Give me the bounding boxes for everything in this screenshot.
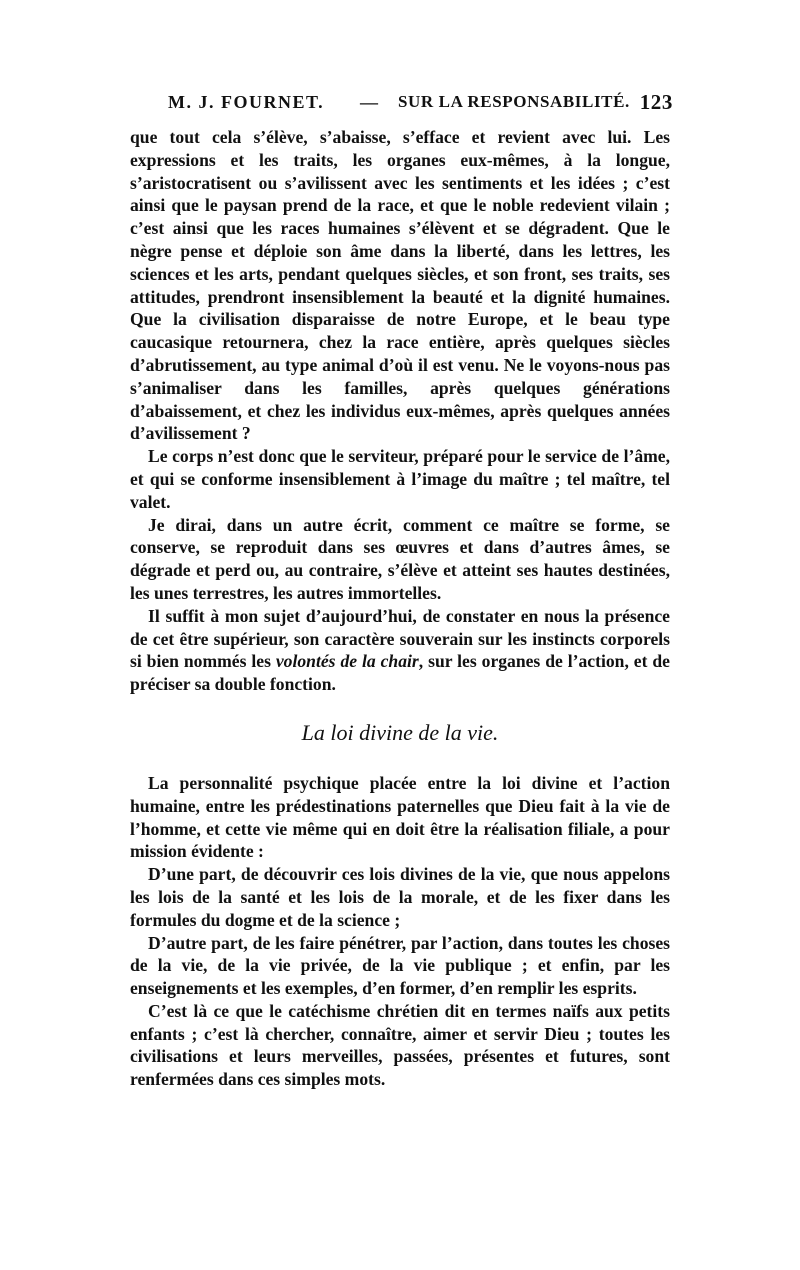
running-head-dash: — — [360, 92, 379, 112]
paragraph-continuation: que tout cela s’élève, s’abaisse, s’efface et revient avec lui. Les expressions et les traits, les organes eux-mêmes, à la longue, s’aristocratisent ou s’avilissent avec les sentiments et les idées ; c’est ainsi que le paysan prend de la race, et que le noble redevient vilain ; c’est ainsi que les races humaines s’élèvent et se dégradent. Que le nègre pense et déploie son âme dans la liberté, dans les lettres, les sciences et les arts, pendant quelques siècles, et son front, ses traits, ses attitudes, prendront insensiblement la beauté et la dignité humaines. Que la civilisation disparaisse de notre Europe, et le beau type caucasique retournera, chez la race entière, après quelques siècles d’abrutissement, au type animal d’où il est venu. Ne le voyons-nous pas s’animaliser dans les familles, après quelques générations d’abaissement, et chez les individus eux-mêmes, après quelques années d’avilissement ? — [130, 127, 670, 444]
paragraph-d-une-part: D’une part, de découvrir ces lois divines de la vie, que nous appelons les lois de la santé et les lois de la morale, et de les fixer dans les formules du dogme et de la science ; — [130, 864, 670, 930]
paragraph-corps-serviteur: Le corps n’est donc que le serviteur, préparé pour le service de l’âme, et qui se conforme insensiblement à l’image du maître ; tel maître, tel valet. — [130, 446, 670, 512]
running-head-title: SUR LA RESPONSABILITÉ. — [398, 92, 630, 111]
paragraph-d-autre-part: D’autre part, de les faire pénétrer, par l’action, dans toutes les choses de la vie, de la vie privée, de la vie publique ; et enfin, par les enseignements et les exemples, d’en former, d’en remplir les esprits. — [130, 932, 670, 999]
body-text — [130, 126, 670, 1091]
paragraph-autre-ecrit: Je dirai, dans un autre écrit, comment ce maître se forme, se conserve, se reproduit dans ses œuvres et dans d’autres âmes, se dégrade et perd ou, au contraire, s’élève et atteint ses hautes destinées, les unes terrestres, les autres immortelles. — [130, 514, 670, 603]
section-heading: La loi divine de la vie. — [301, 719, 499, 745]
paragraph-double-fonction — [130, 605, 670, 696]
paragraph-catechisme: C’est là ce que le catéchisme chrétien dit en termes naïfs aux petits enfants ; c’est là chercher, connaître, aimer et servir Dieu ; toutes les civilisations et leurs merveilles, passées, présentes et futures, sont renfermées dans ces simples mots. — [130, 1000, 670, 1090]
paragraph-personnalite: La personnalité psychique placée entre la loi divine et l’action humaine, entre les prédestinations paternelles que Dieu fait à la vie de l’homme, et cette vie même qui en doit être la réalisation filiale, a pour mission évidente : — [130, 772, 670, 862]
running-head — [130, 92, 673, 116]
italic-phrase: volontés de la chair — [275, 651, 419, 672]
page-number: 123 — [639, 90, 673, 114]
paragraph-text-after: , sur les organes de l’action, et de préciser sa double fonction. — [130, 651, 670, 695]
running-head-author: M. J. FOURNET. — [168, 92, 325, 112]
paragraph-text-before: Il suffit à mon sujet d’aujourd’hui, de constater en nous la présence de cet être supérieur, son caractère souverain sur les instincts corporels si bien nommés les — [130, 605, 670, 672]
